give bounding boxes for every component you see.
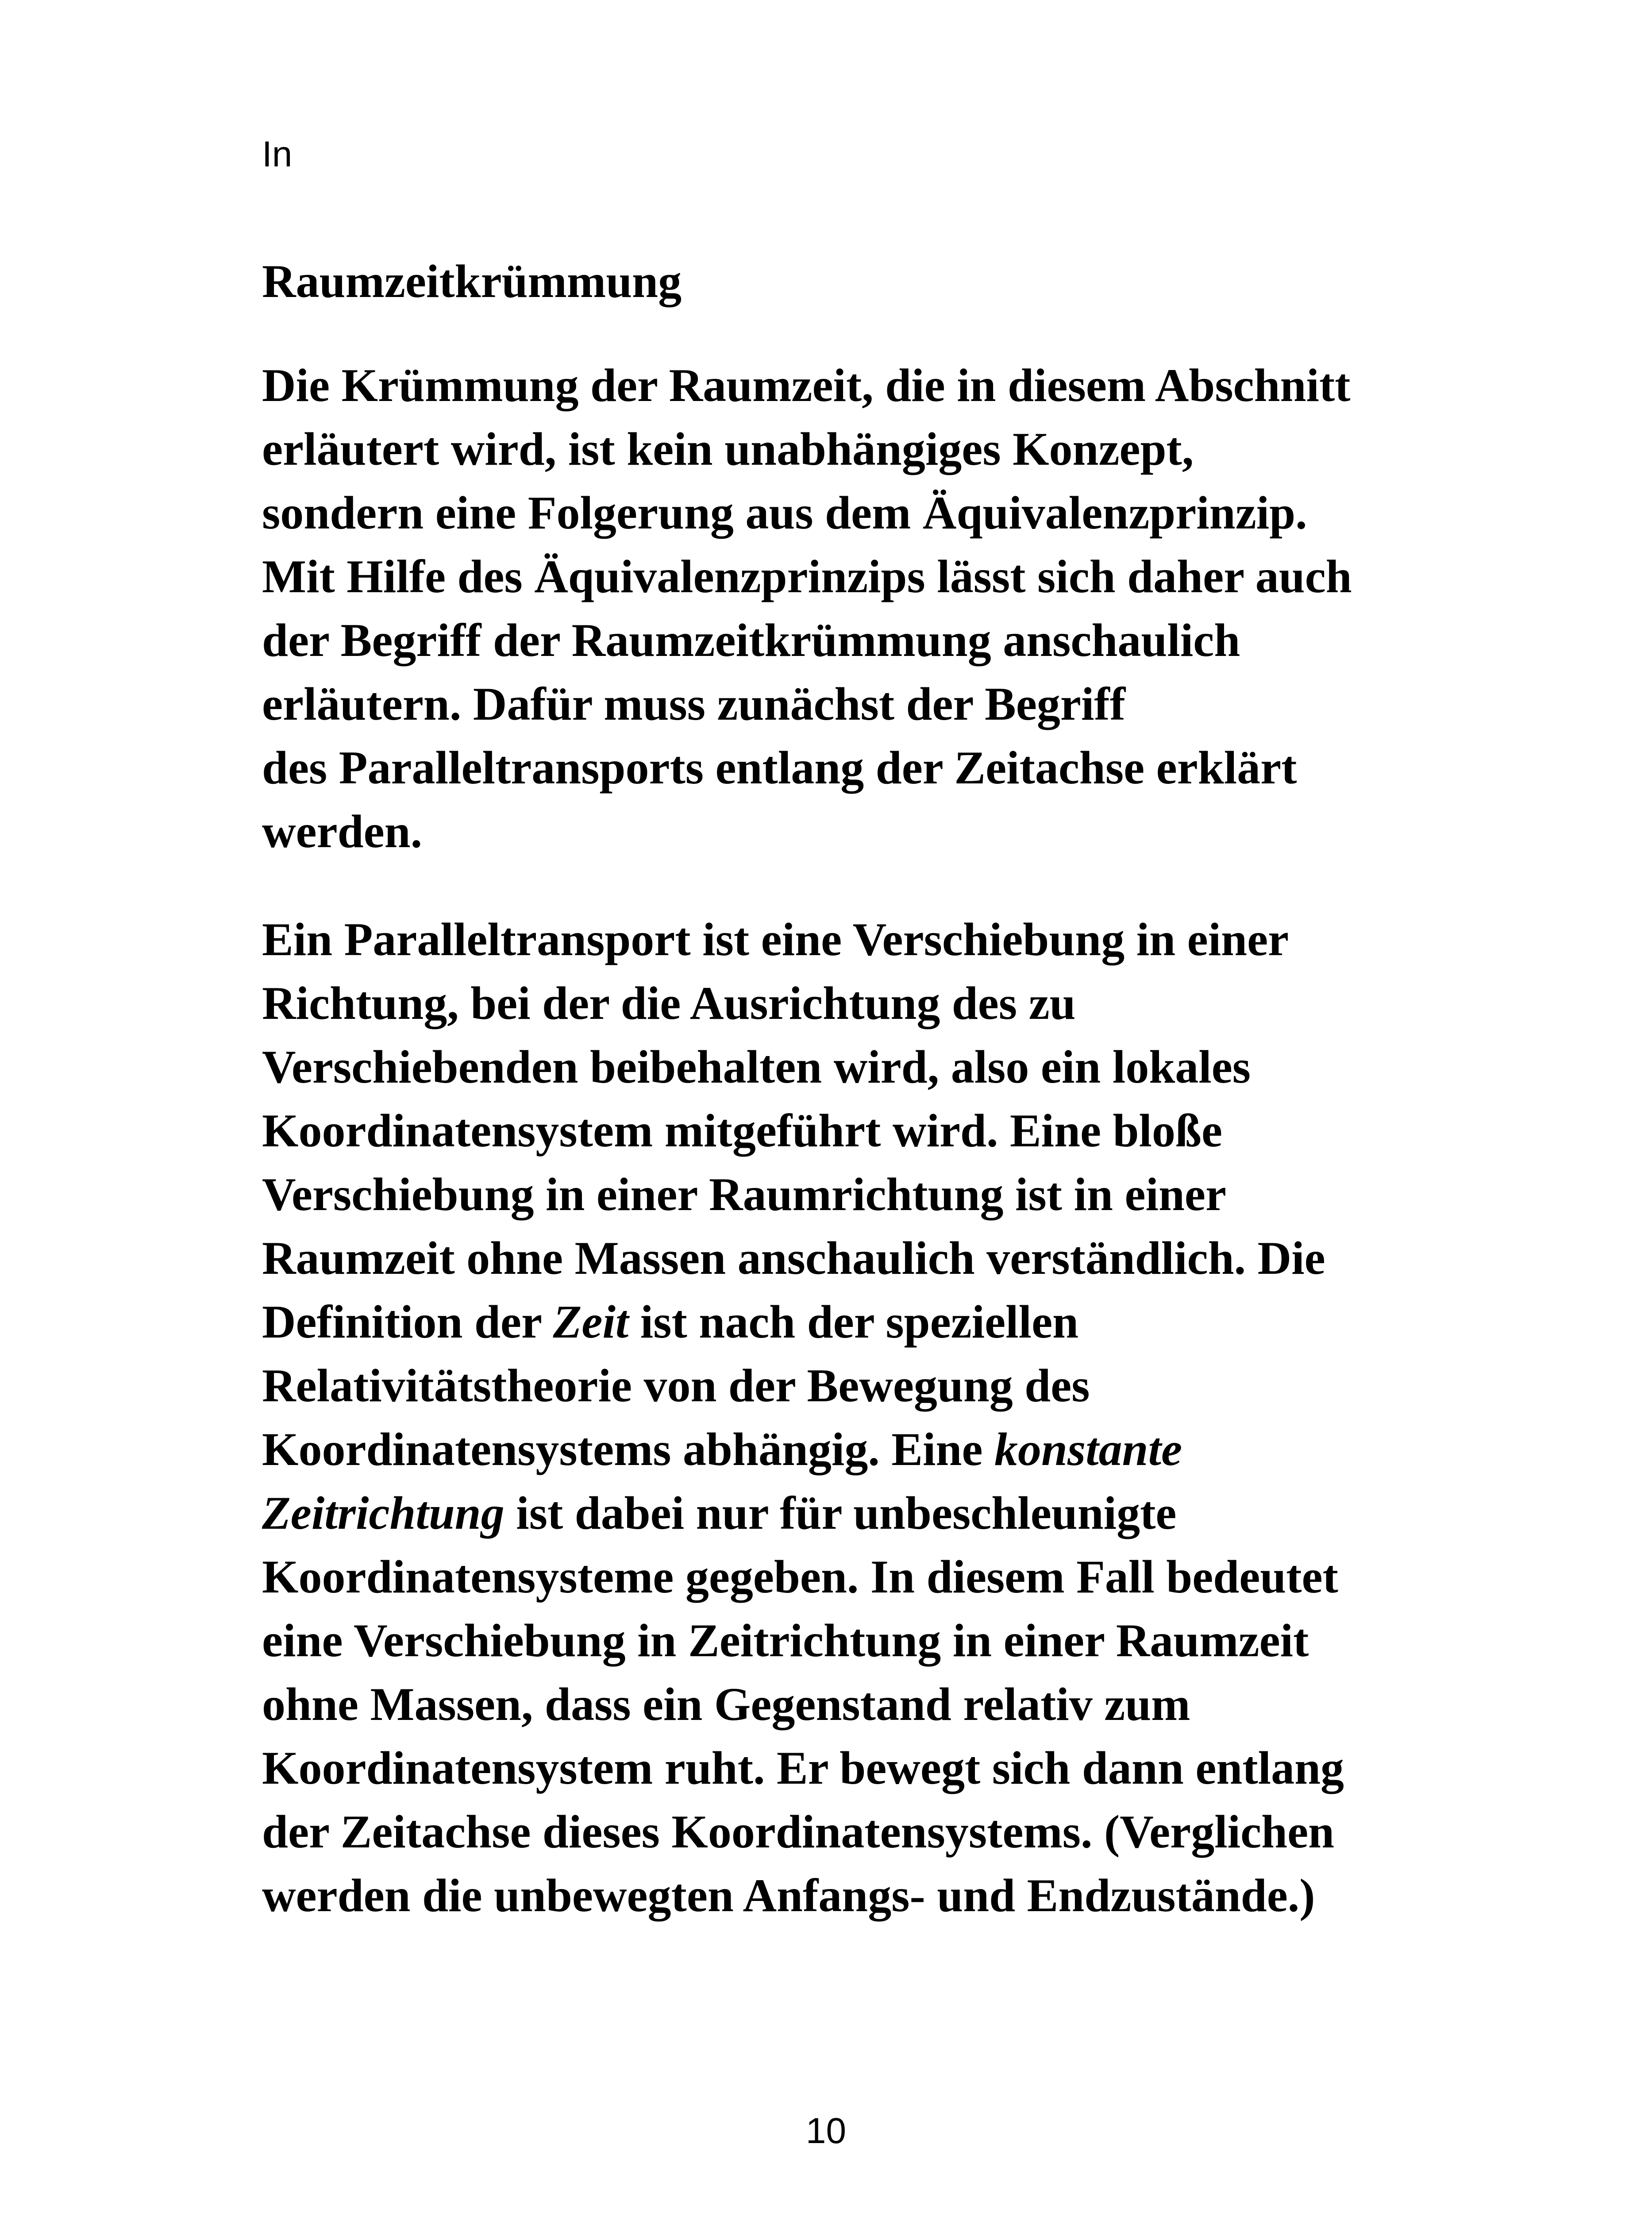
text-line: Koordinatensystem mitgeführt wird. Eine bloße bbox=[262, 1105, 1222, 1157]
text-run: ist dabei nur für unbeschleunigte bbox=[504, 1487, 1177, 1539]
text-line: werden die unbewegten Anfangs- und Endzustände.) bbox=[262, 1870, 1315, 1922]
text-line: der Zeitachse dieses Koordinatensystems. (Verglichen bbox=[262, 1806, 1335, 1858]
text-line: Raumzeit ohne Massen anschaulich verständlich. Die bbox=[262, 1232, 1325, 1284]
text-line: werden. bbox=[262, 806, 423, 858]
text-line: ohne Massen, dass ein Gegenstand relativ zum bbox=[262, 1678, 1190, 1731]
text-line: des Paralleltransports entlang der Zeitachse erklärt bbox=[262, 742, 1297, 794]
paragraph-2 bbox=[262, 908, 1395, 1928]
text-line: sondern eine Folgerung aus dem Äquivalenzprinzip. bbox=[262, 487, 1307, 539]
text-line: der Begriff der Raumzeitkrümmung anschaulich bbox=[262, 614, 1240, 667]
text-line: Verschiebung in einer Raumrichtung ist in einer bbox=[262, 1168, 1227, 1221]
text-line: eine Verschiebung in Zeitrichtung in einer Raumzeit bbox=[262, 1615, 1309, 1667]
text-line bbox=[262, 1418, 1395, 1481]
paragraph-1 bbox=[262, 354, 1395, 864]
text-line: Relativitätstheorie von der Bewegung des bbox=[262, 1360, 1090, 1412]
body-text bbox=[262, 257, 1395, 1972]
emphasis-konstante: konstante bbox=[994, 1423, 1182, 1476]
emphasis-zeitrichtung: Zeitrichtung bbox=[262, 1487, 504, 1539]
text-line: erläutern. Dafür muss zunächst der Begriff bbox=[262, 678, 1126, 730]
text-run: Definition der bbox=[262, 1296, 553, 1348]
text-run: ist nach der speziellen bbox=[628, 1296, 1079, 1348]
text-line bbox=[262, 1290, 1395, 1354]
text-line bbox=[262, 1481, 1395, 1545]
text-line: Koordinatensysteme gegeben. In diesem Fall bedeutet bbox=[262, 1551, 1338, 1603]
emphasis-zeit: Zeit bbox=[553, 1296, 629, 1348]
text-line: Die Krümmung der Raumzeit, die in diesem Abschnitt bbox=[262, 359, 1351, 412]
text-line: erläutert wird, ist kein unabhängiges Konzept, bbox=[262, 423, 1194, 475]
text-run: Koordinatensystems abhängig. Eine bbox=[262, 1423, 995, 1476]
running-head: In bbox=[262, 134, 293, 174]
text-line: Richtung, bei der die Ausrichtung des zu bbox=[262, 977, 1076, 1029]
text-line: Mit Hilfe des Äquivalenzprinzips lässt sich daher auch bbox=[262, 551, 1352, 603]
text-line: Koordinatensystem ruht. Er bewegt sich dann entlang bbox=[262, 1742, 1344, 1794]
text-line: Verschiebenden beibehalten wird, also ein lokales bbox=[262, 1041, 1251, 1093]
section-heading: Raumzeitkrümmung bbox=[262, 255, 682, 307]
page-number: 10 bbox=[805, 2111, 847, 2151]
text-line: Ein Paralleltransport ist eine Verschiebung in einer bbox=[262, 914, 1289, 966]
